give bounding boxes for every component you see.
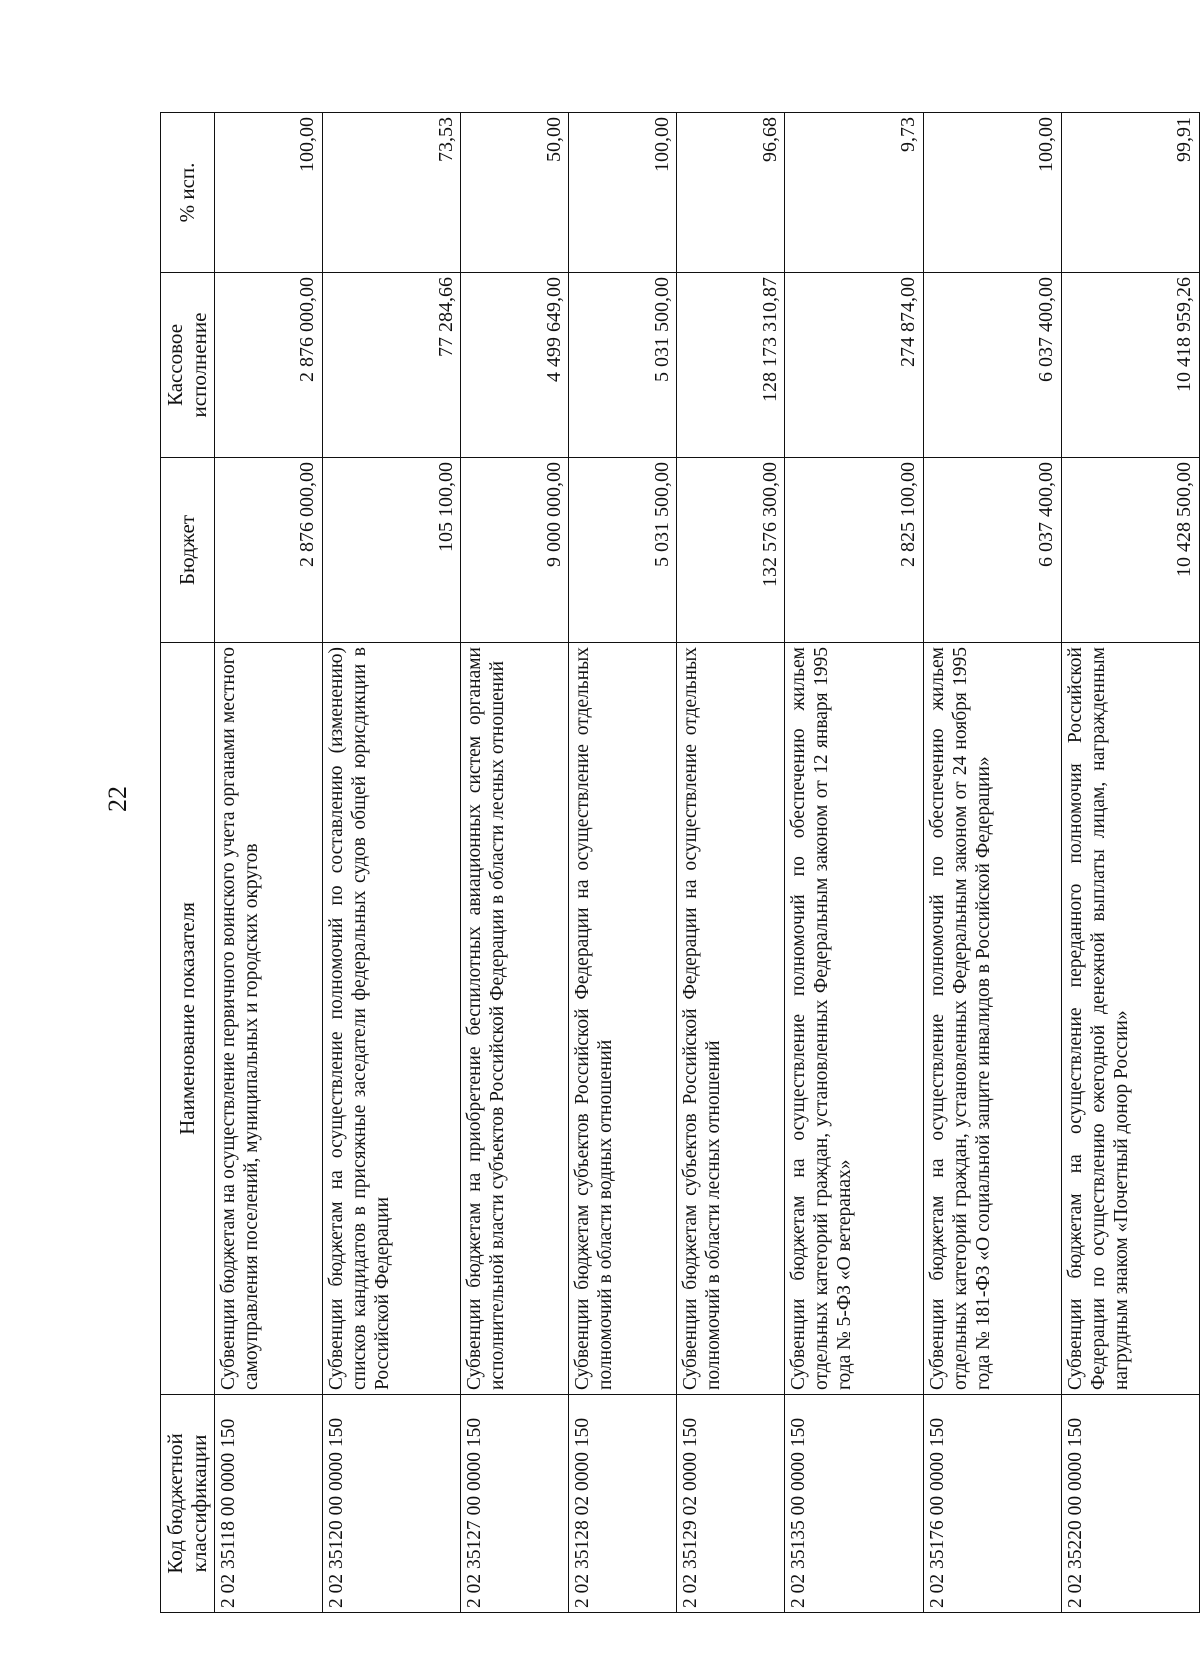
row-execution: 4 499 649,00 [461,273,569,458]
page-number: 22 [103,786,132,812]
row-execution: 77 284,66 [323,273,461,458]
row-budget: 6 037 400,00 [923,458,1061,643]
row-name: Субвенции бюджетам на осуществление полномочий по составлению (изменению) списков кандидатов в присяжные заседатели федеральных судов общей юрисдикции в Российской Федерации [323,643,461,1395]
row-name: Субвенции бюджетам на осуществление переданного полномочия Российской Федерации по осуществлению ежегодной денежной выплаты лицам, награжденным нагрудным знаком «Почетный донор России» [1061,643,1199,1395]
row-name: Субвенции бюджетам на осуществление полномочий по обеспечению жильем отдельных категорий граждан, установленных Федеральным законом от 24 ноября 1995 года № 181-ФЗ «О социальной защите инвалидов в Российской Федерации» [923,643,1061,1395]
row-name: Субвенции бюджетам на приобретение беспилотных авиационных систем органами исполнительной власти субъектов Российской Федерации в области лесных отношений [461,643,569,1395]
header-percent: % исп. [161,113,215,273]
row-code: 2 02 35129 02 0000 150 [677,1395,785,1613]
row-percent: 96,68 [677,113,785,273]
rotated-page-content [160,113,1200,1613]
row-execution: 128 173 310,87 [677,273,785,458]
row-percent: 9,73 [785,113,923,273]
table-row [215,113,323,1613]
row-code: 2 02 35176 00 0000 150 [923,1395,1061,1613]
row-execution: 5 031 500,00 [569,273,677,458]
table-row [569,113,677,1613]
row-execution: 6 037 400,00 [923,273,1061,458]
row-percent: 100,00 [923,113,1061,273]
row-name: Субвенции бюджетам на осуществление полномочий по обеспечению жильем отдельных категорий граждан, установленных Федеральным законом от 12 января 1995 года № 5-ФЗ «О ветеранах» [785,643,923,1395]
row-code: 2 02 35220 00 0000 150 [1061,1395,1199,1613]
row-execution: 10 418 959,26 [1061,273,1199,458]
row-budget: 2 876 000,00 [215,458,323,643]
row-budget: 9 000 000,00 [461,458,569,643]
row-budget: 2 825 100,00 [785,458,923,643]
row-code: 2 02 35128 02 0000 150 [569,1395,677,1613]
table-header-row [161,113,215,1613]
header-code: Код бюджетной классификации [161,1395,215,1613]
row-percent: 99,91 [1061,113,1199,273]
row-code: 2 02 35118 00 0000 150 [215,1395,323,1613]
row-name: Субвенции бюджетам на осуществление первичного воинского учета органами местного самоуправления поселений, муниципальных и городских округов [215,643,323,1395]
row-execution: 274 874,00 [785,273,923,458]
header-name: Наименование показателя [161,643,215,1395]
table-row [461,113,569,1613]
header-execution: Кассовое исполнение [161,273,215,458]
header-budget: Бюджет [161,458,215,643]
row-execution: 2 876 000,00 [215,273,323,458]
table-row [923,113,1061,1613]
row-code: 2 02 35127 00 0000 150 [461,1395,569,1613]
row-percent: 50,00 [461,113,569,273]
row-name: Субвенции бюджетам субъектов Российской Федерации на осуществление отдельных полномочий в области водных отношений [569,643,677,1395]
table-row [785,113,923,1613]
row-percent: 100,00 [569,113,677,273]
table-row [323,113,461,1613]
row-code: 2 02 35120 00 0000 150 [323,1395,461,1613]
row-budget: 105 100,00 [323,458,461,643]
table-row [1061,113,1199,1613]
row-code: 2 02 35135 00 0000 150 [785,1395,923,1613]
table-row [677,113,785,1613]
row-percent: 100,00 [215,113,323,273]
row-budget: 5 031 500,00 [569,458,677,643]
budget-execution-table [160,112,1200,1613]
row-percent: 73,53 [323,113,461,273]
row-budget: 10 428 500,00 [1061,458,1199,643]
row-budget: 132 576 300,00 [677,458,785,643]
row-name: Субвенции бюджетам субъектов Российской Федерации на осуществление отдельных полномочий в области лесных отношений [677,643,785,1395]
